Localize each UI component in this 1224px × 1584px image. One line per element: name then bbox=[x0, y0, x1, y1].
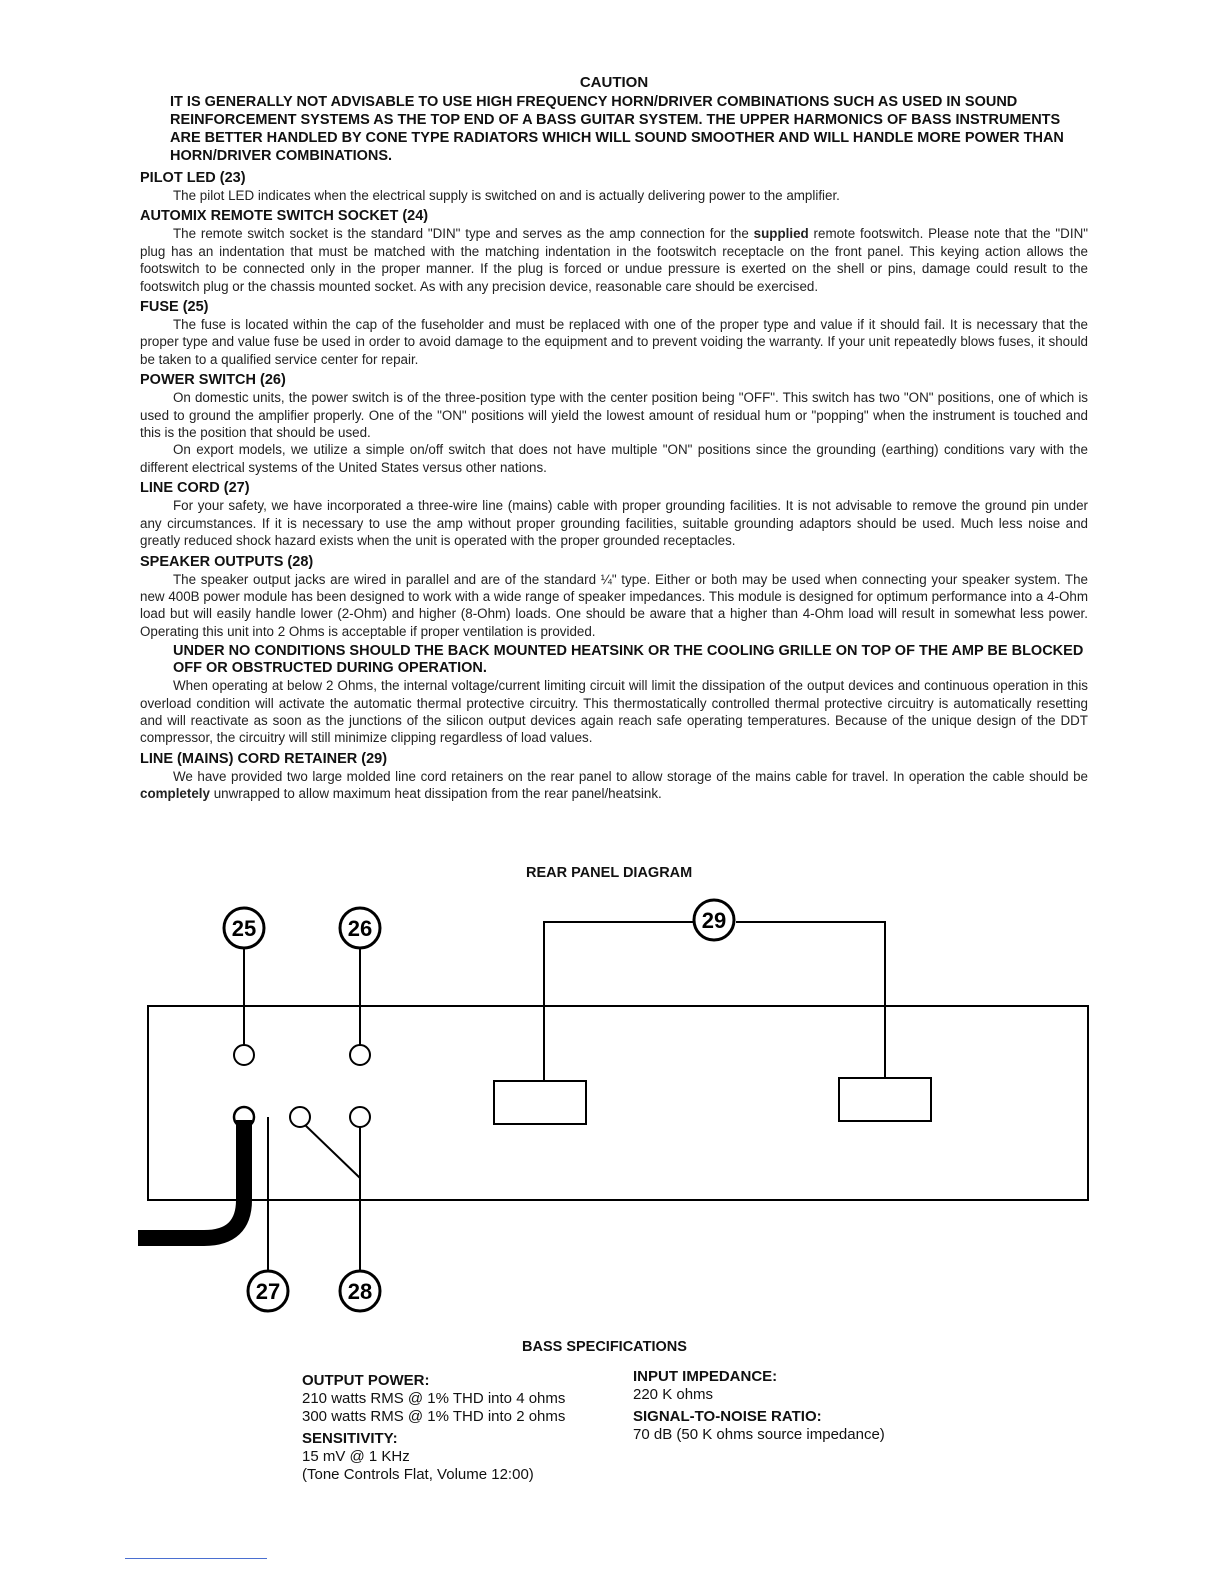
cord-retainer-left bbox=[494, 1081, 586, 1124]
specs-left-column bbox=[302, 1372, 565, 1484]
callout-28 bbox=[340, 1271, 380, 1311]
speaker-output-jack-2[interactable] bbox=[350, 1107, 370, 1127]
line-cord-cable bbox=[138, 1120, 244, 1238]
automix-heading: AUTOMIX REMOTE SWITCH SOCKET (24) bbox=[140, 208, 429, 225]
fuse-holder[interactable] bbox=[234, 1045, 254, 1065]
caution-title: CAUTION bbox=[579, 74, 649, 91]
retainer-leader-left bbox=[544, 922, 693, 1081]
snr-label: SIGNAL-TO-NOISE RATIO: bbox=[633, 1408, 822, 1425]
caution-text: IT IS GENERALLY NOT ADVISABLE TO USE HIGH FREQUENCY HORN/DRIVER COMBINATIONS SUCH AS USED IN SOUND REINFORCEMENT SYSTEMS AS THE TOP END OF A BASS GUITAR SYSTEM. THE UPPER HARMONICS OF BASS INSTRUMENTS ARE BETTER HANDLED BY CONE TYPE RADIATORS WHICH WILL SOUND SMOOTHER AND WILL HANDLE MORE POWER THAN HORN/DRIVER COMBINATIONS. bbox=[170, 94, 1064, 164]
speaker-outputs-text: The speaker output jacks are wired in parallel and are of the standard ¼" type. Either or both may be used when connecting your speaker system. The new 400B power module has been designed to work with a wide range of speaker impedances. This module is designed for optimum performance into a 4-Ohm load but will easily handle lower (2-Ohm) and higher (8-Ohm) loads. One should be aware that a higher than 4-Ohm load will result in somewhat less power. Operating this unit into 2 Ohms is acceptable if proper ventilation is provided. bbox=[140, 571, 1088, 639]
callout-29 bbox=[694, 900, 734, 940]
line-cord-text: For your safety, we have incorporated a three-wire line (mains) cable with proper grounding facilities. It is not advisable to remove the ground pin under any circumstances. If it is necessary to use the amp without proper grounding facilities, suitable grounding adaptors should be used. Much less noise and greatly reduced shock hazard exists when the unit is operated with the proper grounded receptacles. bbox=[140, 498, 1088, 549]
speaker-jack-link-line bbox=[305, 1125, 360, 1178]
cord-retainer-right bbox=[839, 1078, 931, 1121]
speaker-output-jack-1[interactable] bbox=[290, 1107, 310, 1127]
specs-right-column bbox=[633, 1368, 885, 1444]
input-impedance-value: 220 K ohms bbox=[633, 1386, 714, 1403]
cord-retainer-heading: LINE (MAINS) CORD RETAINER (29) bbox=[140, 750, 388, 767]
output-power-4ohm: 210 watts RMS @ 1% THD into 4 ohms bbox=[302, 1390, 566, 1407]
fuse-text: The fuse is located within the cap of the fuseholder and must be replaced with one of the proper type and value if it should fail. It is necessary that the proper type and value fuse be used in order to avoid damage to the equipment and to prevent voiding the warranty. If your unit repeatedly blows fuses, it should be taken to a qualified service center for repair. bbox=[140, 317, 1088, 367]
footer-rule bbox=[125, 1558, 267, 1559]
callout-27 bbox=[248, 1271, 288, 1311]
specs-title: BASS SPECIFICATIONS bbox=[522, 1339, 687, 1355]
svg-text:28: 28 bbox=[347, 1279, 373, 1304]
speaker-outputs-heading: SPEAKER OUTPUTS (28) bbox=[140, 553, 314, 570]
input-impedance-label: INPUT IMPEDANCE: bbox=[633, 1368, 778, 1385]
output-power-label: OUTPUT POWER: bbox=[302, 1372, 430, 1389]
sensitivity-value: 15 mV @ 1 KHz bbox=[302, 1448, 410, 1465]
power-switch-text-1: On domestic units, the power switch is of the three-position type with the center position being "OFF". This switch has two "ON" positions, one of which is used to ground the amplifier properly. One of the "ON" positions will yield the lowest amount of residual hum or "popping" when the instrument is touched and this is the position that should be used. bbox=[140, 390, 1088, 441]
pilot-led-heading: PILOT LED (23) bbox=[140, 170, 246, 186]
svg-text:29: 29 bbox=[701, 908, 727, 933]
callout-25 bbox=[224, 908, 264, 948]
fuse-heading: FUSE (25) bbox=[140, 299, 209, 316]
overload-text: When operating at below 2 Ohms, the internal voltage/current limiting circuit will limit the dissipation of the output devices and continuous operation in this overload condition will activate the automatic thermal protective circuitry. This thermostatically controlled thermal protective circuitry is automatically resetting and will reactivate as soon as the junctions of the silicon output devices again reach safe operating temperatures. Because of the unique design of the DDT compressor, the circuitry will still minimize clipping regardless of load values. bbox=[140, 678, 1088, 746]
sensitivity-label: SENSITIVITY: bbox=[302, 1430, 398, 1447]
automix-text: The remote switch socket is the standard "DIN" type and serves as the amp connection for the supplied remote footswitch. Please note that the "DIN" plug has an indentation that must be matched with the matching indentation in the footswitch receptacle on the front panel. This keying action allows the footswitch to be connected only in the proper manner. If the plug is forced or undue pressure is exerted on the shell or pins, damage could result to the footswitch plug or the chassis mounted socket. As with any precision device, reasonable care should be exercised. bbox=[140, 226, 1088, 294]
callout-26 bbox=[340, 908, 380, 948]
svg-text:25: 25 bbox=[231, 916, 257, 941]
svg-text:27: 27 bbox=[255, 1279, 281, 1304]
cord-retainer-text: We have provided two large molded line cord retainers on the rear panel to allow storage of the mains cable for travel. In operation the cable should be completely unwrapped to allow maximum heat dissipation from the rear panel/heatsink. bbox=[140, 768, 1088, 802]
power-switch-text-2: On export models, we utilize a simple on/off switch that does not have multiple "ON" positions since the grounding (earthing) conditions vary with the different electrical systems of the United States versus other nations. bbox=[140, 442, 1088, 475]
power-switch[interactable] bbox=[350, 1045, 370, 1065]
retainer-leader-right bbox=[736, 922, 885, 1078]
heatsink-warning: UNDER NO CONDITIONS SHOULD THE BACK MOUNTED HEATSINK OR THE COOLING GRILLE ON TOP OF THE AMP BE BLOCKED OFF OR OBSTRUCTED DURING OPERATION. bbox=[173, 643, 1084, 677]
svg-text:26: 26 bbox=[347, 916, 373, 941]
diagram-title: REAR PANEL DIAGRAM bbox=[526, 865, 693, 881]
output-power-2ohm: 300 watts RMS @ 1% THD into 2 ohms bbox=[302, 1408, 566, 1425]
pilot-led-text: The pilot LED indicates when the electrical supply is switched on and is actually delivering power to the amplifier. bbox=[173, 188, 840, 203]
snr-value: 70 dB (50 K ohms source impedance) bbox=[633, 1426, 885, 1443]
rear-panel-outline bbox=[148, 1006, 1088, 1200]
line-cord-heading: LINE CORD (27) bbox=[140, 480, 250, 497]
power-switch-heading: POWER SWITCH (26) bbox=[140, 372, 286, 389]
sensitivity-conditions: (Tone Controls Flat, Volume 12:00) bbox=[302, 1466, 534, 1483]
